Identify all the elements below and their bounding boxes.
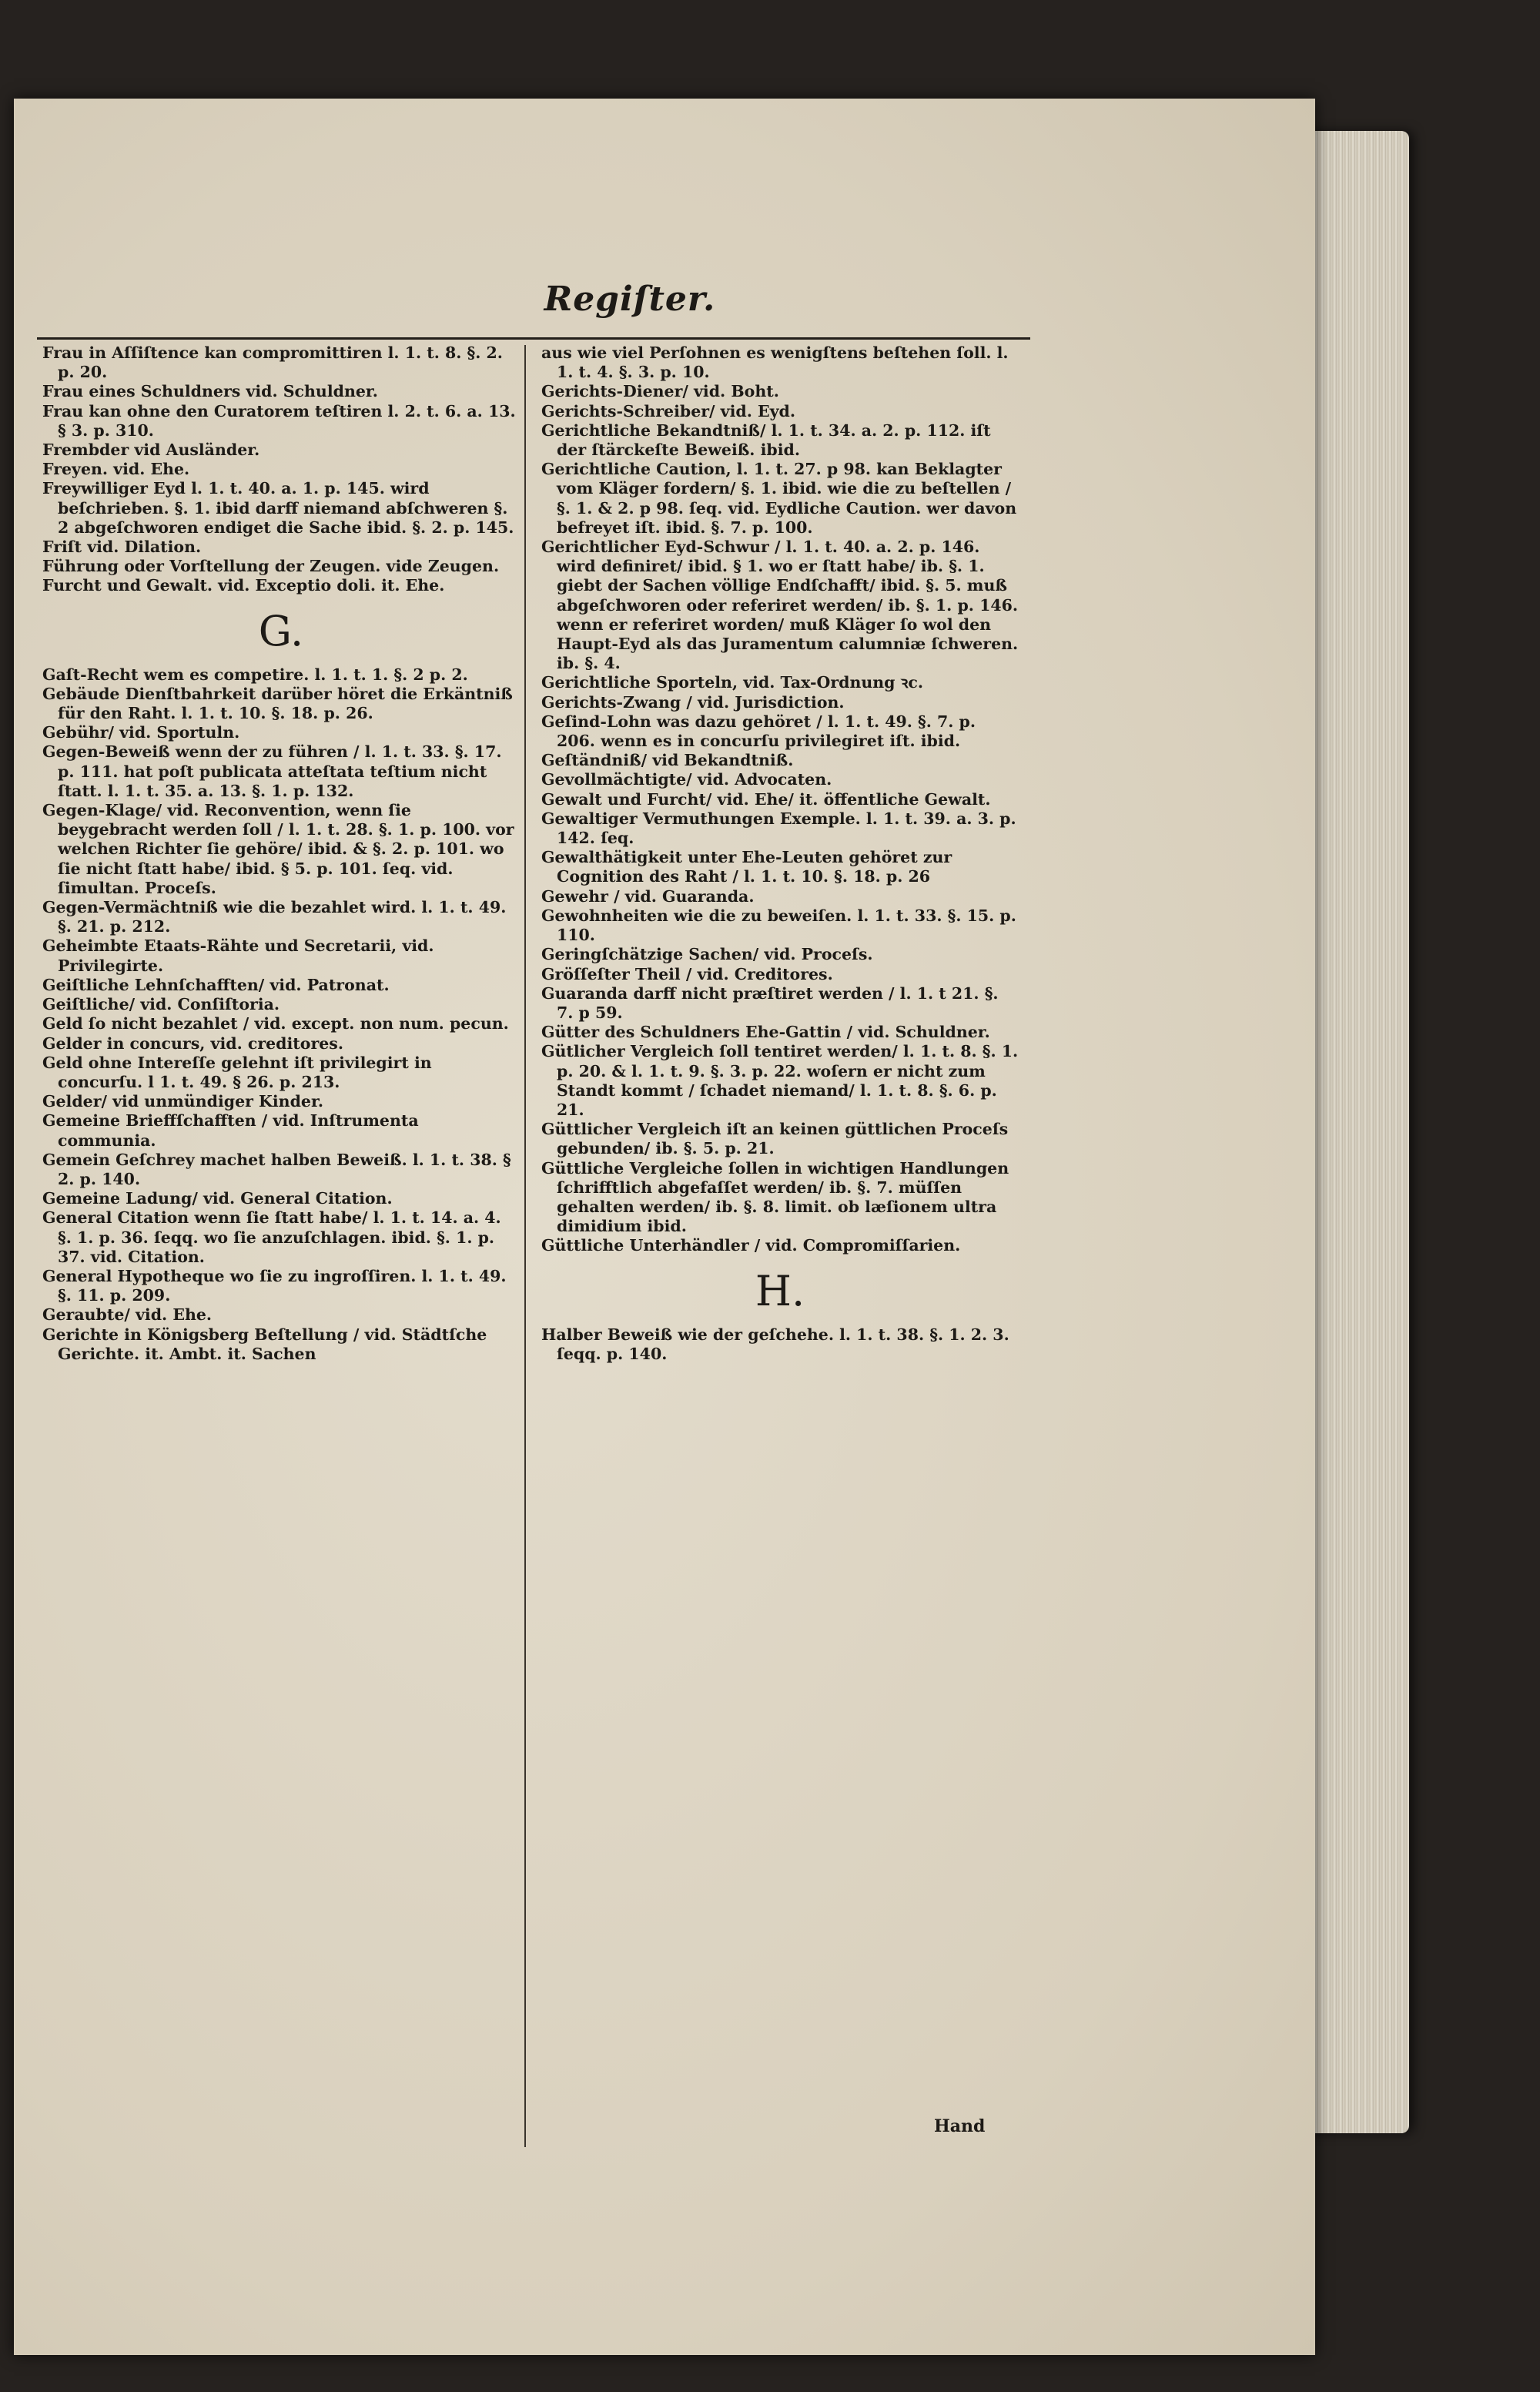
index-entry: Gegen-Beweiß wenn der zu führen / l. 1. t. 33. §. 17. p. 111. hat poſt publicata atteſtata teſtium nicht ſtatt. l. 1. t. 35. a. 13. §. 1. p. 132. (42, 742, 502, 800)
index-entry: General Hypotheque wo ſie zu ingroſſiren. l. 1. t. 49. §. 11. p. 209. (42, 1266, 507, 1305)
index-entry: Guaranda darff nicht præſtiret werden / l. 1. t 21. §. 7. p 59. (541, 983, 999, 1022)
index-entry: Gewohnheiten wie die zu beweiſen. l. 1. t. 33. §. 15. p. 110. (541, 906, 1016, 945)
right-entries-after (541, 1325, 1019, 1364)
index-entry: Gerichte in Königsberg Beſtellung / vid. Städtſche Gerichte. it. Ambt. it. Sachen (42, 1325, 487, 1363)
index-entry: Frau eines Schuldners vid. Schuldner. (42, 382, 378, 401)
index-entry: Furcht und Gewalt. vid. Exceptio doli. it. Ehe. (42, 576, 445, 595)
index-entry: Geiſtliche Lehnſchafften/ vid. Patronat. (42, 975, 390, 994)
index-entry: aus wie viel Perſohnen es wenigſtens beſtehen ſoll. l. 1. t. 4. §. 3. p. 10. (541, 343, 1009, 382)
index-entry: Gewalthätigkeit unter Ehe-Leuten gehöret zur Cognition des Raht / l. 1. t. 10. §. 18. p. 26 (541, 848, 952, 886)
index-entry: Friſt vid. Dilation. (42, 538, 202, 557)
left-entries-before (42, 343, 520, 596)
index-entry: Gerichtliche Bekandtniß/ l. 1. t. 34. a. 2. p. 112. iſt der ſtärckeſte Beweiß. ibid. (541, 420, 991, 460)
index-entry: Geiſtliche/ vid. Conſiſtoria. (42, 995, 280, 1014)
index-entry: Gerichts-Schreiber/ vid. Eyd. (541, 401, 795, 420)
index-entry: Gerichtliche Sporteln, vid. Tax-Ordnung ꝛc. (541, 673, 923, 692)
section-letter-g: G. (258, 606, 304, 655)
index-entry: Gröſſeſter Theil / vid. Creditores. (541, 964, 833, 983)
page-header: Regiſter. (544, 280, 716, 319)
index-entry: Geld ohne Intereſſe gelehnt iſt privilegirt in concurſu. l 1. t. 49. § 26. p. 213. (42, 1053, 432, 1091)
index-entry: General Citation wenn ſie ſtatt habe/ l. 1. t. 14. a. 4. §. 1. p. 36. ſeqq. wo ſie anzuſchlagen. ibid. §. 1. p. 37. vid. Citation. (42, 1208, 501, 1266)
right-entries-before (541, 343, 1019, 1256)
index-entry: Geld ſo nicht bezahlet / vid. except. non num. pecun. (42, 1014, 509, 1034)
index-entry: Güttliche Unterhändler / vid. Compromiſſarien. (541, 1236, 961, 1255)
left-entries-after (42, 665, 520, 1364)
index-entry: Gewalt und Furcht/ vid. Ehe/ it. öffentliche Gewalt. (541, 789, 991, 809)
section-letter-h: H. (755, 1266, 805, 1315)
index-entry: Geheimbte Etaats-Rähte und Secretarii, vid. Privilegirte. (42, 936, 434, 975)
index-entry: Güttlicher Vergleich iſt an keinen güttlichen Proceſs gebunden/ ib. §. 5. p. 21. (541, 1120, 1009, 1158)
left-column (42, 343, 520, 1364)
index-entry: Geſtändniß/ vid Bekandtniß. (541, 751, 794, 770)
index-entry: Gemeine Ladung/ vid. General Citation. (42, 1189, 393, 1208)
header-rule (37, 337, 1030, 340)
index-entry: Gelder/ vid unmündiger Kinder. (42, 1092, 323, 1111)
index-entry: Freywilliger Eyd l. 1. t. 40. a. 1. p. 145. wird beſchrieben. §. 1. ibid darff niemand abſchweren §. 2 abgeſchworen endiget die Sache ibid. §. 2. p. 145. (42, 479, 514, 537)
index-entry: Gütlicher Vergleich ſoll tentiret werden/ l. 1. t. 8. §. 1. p. 20. & l. 1. t. 9. §. 3. p. 22. woſern er nicht zum Standt kommt / ſchadet niemand/ l. 1. t. 8. §. 6. p. 21. (541, 1042, 1019, 1119)
index-entry: Gewehr / vid. Guaranda. (541, 886, 755, 906)
index-entry: Halber Beweiß wie der geſchehe. l. 1. t. 38. §. 1. 2. 3. ſeqq. p. 140. (541, 1325, 1009, 1363)
index-entry: Gemeine Brieffſchafften / vid. Inſtrumenta communia. (42, 1111, 419, 1150)
index-entry: Gegen-Klage/ vid. Reconvention, wenn ſie beygebracht werden ſoll / l. 1. t. 28. §. 1. p. 100. vor welchen Richter ſie gehöre/ ibid. & §. 2. p. 101. wo ſie nicht ſtatt habe/ ibid. § 5. p. 101. ſeq. vid. ſimultan. Proceſs. (42, 801, 514, 897)
book-page (14, 99, 1315, 2355)
index-entry: Geſind-Lohn was dazu gehöret / l. 1. t. 49. §. 7. p. 206. wenn es in concurſu privilegiret iſt. ibid. (541, 712, 976, 751)
index-entry: Gebühr/ vid. Sportuln. (42, 723, 240, 742)
index-entry: Gevollmächtigte/ vid. Advocaten. (541, 770, 832, 789)
index-entry: Gegen-Vermächtniß wie die bezahlet wird. l. 1. t. 49. §. 21. p. 212. (42, 898, 507, 936)
index-entry: Geraubte/ vid. Ehe. (42, 1305, 213, 1325)
index-entry: Führung oder Vorſtellung der Zeugen. vide Zeugen. (42, 557, 500, 576)
index-entry: Freyen. vid. Ehe. (42, 460, 190, 479)
index-entry: Frau kan ohne den Curatorem teſtiren l. 2. t. 6. a. 13. § 3. p. 310. (42, 401, 516, 440)
index-entry: Gerichtlicher Eyd-Schwur / l. 1. t. 40. a. 2. p. 146. wird definiret/ ibid. § 1. wo er ſtatt habe/ ib. §. 1. giebt der Sachen völlige Endſchafft/ ibid. §. 5. muß abgeſchworen oder referiret werden/ ib. §. 1. p. 146. wenn er referiret worden/ muß Kläger ſo wol den Haupt-Eyd als das Juramentum calumniæ ſchweren. ib. §. 4. (541, 538, 1019, 673)
index-entry: Gerichts-Zwang / vid. Jurisdiction. (541, 692, 845, 712)
index-entry: Gewaltiger Vermuthungen Exemple. l. 1. t. 39. a. 3. p. 142. ſeq. (541, 809, 1016, 848)
index-entry: Gerichtliche Caution, l. 1. t. 27. p 98. kan Beklagter vom Kläger fordern/ §. 1. ibid. wie die zu beſtellen / §. 1. & 2. p 98. ſeq. vid. Eydliche Caution. wer davon befreyet iſt. ibid. §. 7. p. 100. (541, 460, 1017, 537)
index-entry: Geringſchätzige Sachen/ vid. Proceſs. (541, 945, 873, 964)
index-entry: Gütter des Schuldners Ehe-Gattin / vid. Schuldner. (541, 1023, 990, 1042)
index-entry: Frau in Aſſiſtence kan compromittiren l. 1. t. 8. §. 2. p. 20. (42, 343, 503, 382)
index-entry: Gelder in concurs, vid. creditores. (42, 1034, 343, 1053)
catchword: Hand (934, 2116, 986, 2136)
index-entry: Gebäude Dienſtbahrkeit darüber höret die Erkäntniß für den Raht. l. 1. t. 10. §. 18. p. 26. (42, 684, 513, 723)
index-entry: Frembder vid Ausländer. (42, 441, 260, 460)
right-column (541, 343, 1019, 1364)
index-entry: Gaſt-Recht wem es competire. l. 1. t. 1. §. 2 p. 2. (42, 665, 468, 684)
index-entry: Gemein Geſchrey machet halben Beweiß. l. 1. t. 38. § 2. p. 140. (42, 1150, 511, 1188)
column-divider (524, 345, 526, 2147)
index-entry: Güttliche Vergleiche ſollen in wichtigen Handlungen ſchrifftlich abgefaſſet werden/ ib. §. 7. müſſen gehalten werden/ ib. §. 8. limit. ob læſionem ultra dimidium ibid. (541, 1158, 1009, 1236)
index-entry: Gerichts-Diener/ vid. Boht. (541, 382, 779, 401)
